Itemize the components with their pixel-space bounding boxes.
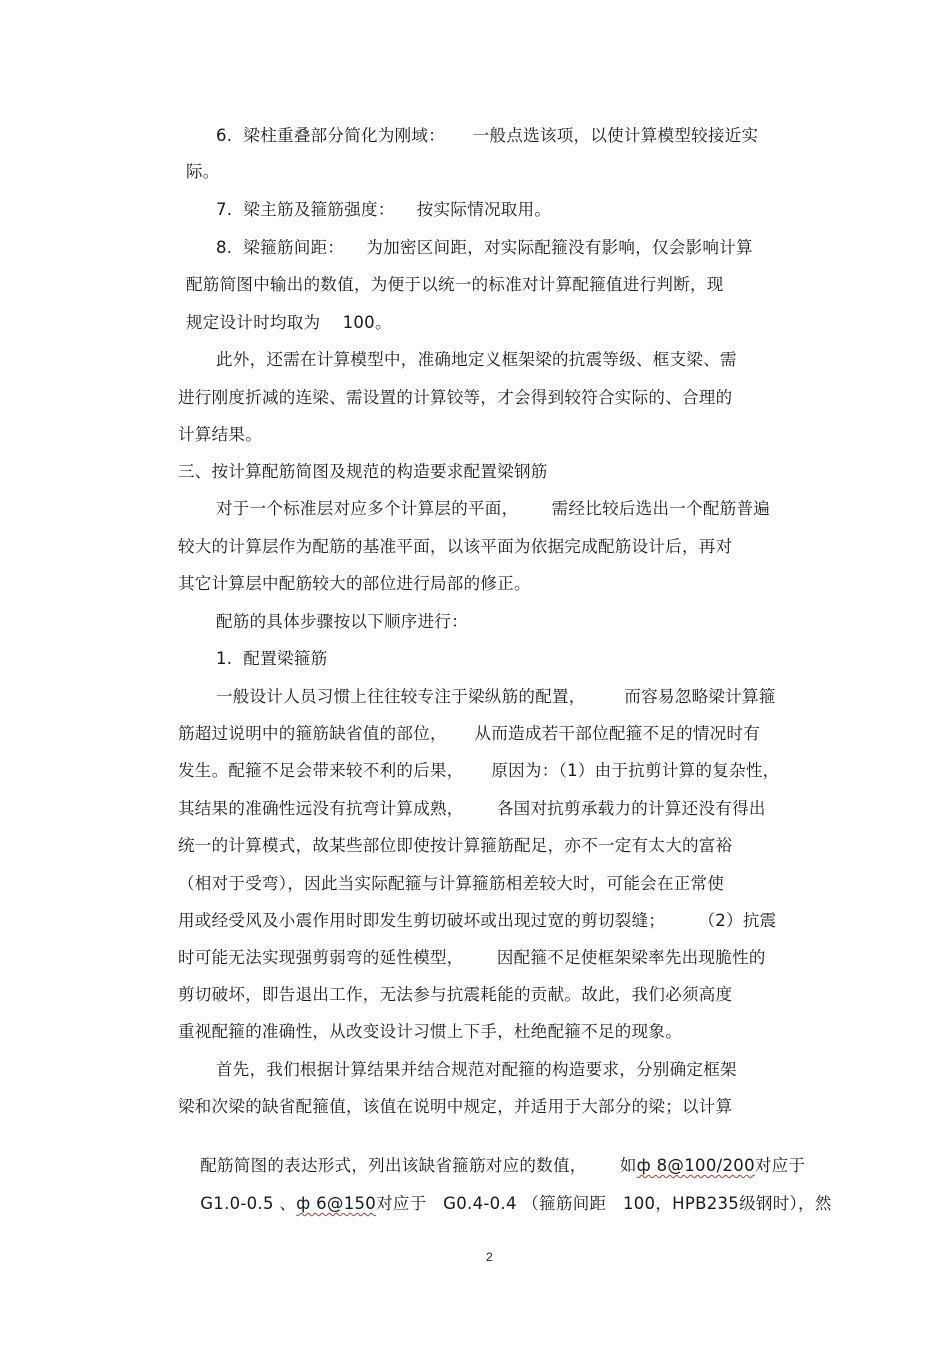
text-line: 用或经受风及小震作用时即发生剪切破坏或出现过宽的剪切裂缝； （2）抗震 (178, 911, 777, 930)
text-line: 时可能无法实现强剪弱弯的延性模型， 因配箍不足使框架梁率先出现脆性的 (178, 948, 766, 967)
text-line: 首先，我们根据计算结果并结合规范对配箍的构造要求，分别确定框架 (216, 1060, 737, 1079)
section-heading: 三、按计算配筋简图及规范的构造要求配置梁钢筋 (178, 462, 548, 481)
text-line: 一般设计人员习惯上往往较专注于梁纵筋的配置， 而容易忽略梁计算箍 (216, 687, 776, 706)
text-line: 7. 梁主筋及箍筋强度： 按实际情况取用。 (216, 200, 552, 219)
text-line: 重视配箍的准确性，从改变设计习惯上下手，杜绝配箍不足的现象。 (178, 1022, 682, 1041)
text-line: 规定设计时均取为 100。 (186, 313, 392, 332)
text-line: 较大的计算层作为配筋的基准平面，以该平面为依据完成配筋设计后，再对 (178, 537, 733, 556)
text-line: 际。 (186, 162, 220, 181)
text-line: 8. 梁箍筋间距： 为加密区间距，对实际配箍没有影响，仅会影响计算 (216, 238, 753, 257)
text-line: 进行刚度折减的连梁、需设置的计算铰等，才会得到较符合实际的、合理的 (178, 388, 733, 407)
stirrup-spec-underlined: ф 6@150 (296, 1194, 377, 1213)
text-line (178, 1171, 832, 1237)
stirrup-spec-underlined: ф 8@100/200 (636, 1156, 755, 1175)
text-line: 统一的计算模式，故某些部位即使按计算箍筋配足，亦不一定有太大的富裕 (178, 836, 733, 855)
subsection-heading: 1. 配置梁箍筋 (216, 649, 328, 668)
text-line: 计算结果。 (178, 425, 262, 444)
text-span: 对应于 G0.4-0.4 （箍筋间距 100，HPB235级钢时），然 (376, 1194, 832, 1213)
text-span: 配筋简图的表达形式，列出该缺省箍筋对应的数值， 如 (200, 1156, 637, 1175)
text-line: 剪切破坏，即告退出工作，无法参与抗震耗能的贡献。故此，我们必须高度 (178, 985, 733, 1004)
text-line: 其结果的准确性远没有抗弯计算成熟， 各国对抗剪承载力的计算还没有得出 (178, 799, 766, 818)
text-line: 6. 梁柱重叠部分简化为刚域： 一般点选该项，以使计算模型较接近实 (216, 126, 759, 145)
text-line: 配筋简图中输出的数值，为便于以统一的标准对计算配箍值进行判断，现 (186, 275, 724, 294)
text-line: 对于一个标准层对应多个计算层的平面， 需经比较后选出一个配筋普遍 (216, 499, 771, 518)
text-line: 梁和次梁的缺省配箍值，该值在说明中规定，并适用于大部分的梁；以计算 (178, 1097, 733, 1116)
text-line: 发生。配箍不足会带来较不利的后果， 原因为：（1）由于抗剪计算的复杂性， (178, 761, 780, 780)
text-line: 此外，还需在计算模型中，准确地定义框架梁的抗震等级、框支梁、需 (216, 350, 737, 369)
text-line: （相对于受弯），因此当实际配箍与计算箍筋相差较大时，可能会在正常使 (178, 874, 725, 893)
text-line: 筋超过说明中的箍筋缺省值的部位， 从而造成若干部位配箍不足的情况时有 (178, 724, 761, 743)
text-line: 配筋的具体步骤按以下顺序进行： (216, 612, 468, 631)
text-span: 对应于 (754, 1156, 806, 1175)
page-number: 2 (486, 1250, 493, 1264)
text-line: 其它计算层中配筋较大的部位进行局部的修正。 (178, 574, 531, 593)
text-span: G1.0-0.5 、 (200, 1194, 297, 1213)
